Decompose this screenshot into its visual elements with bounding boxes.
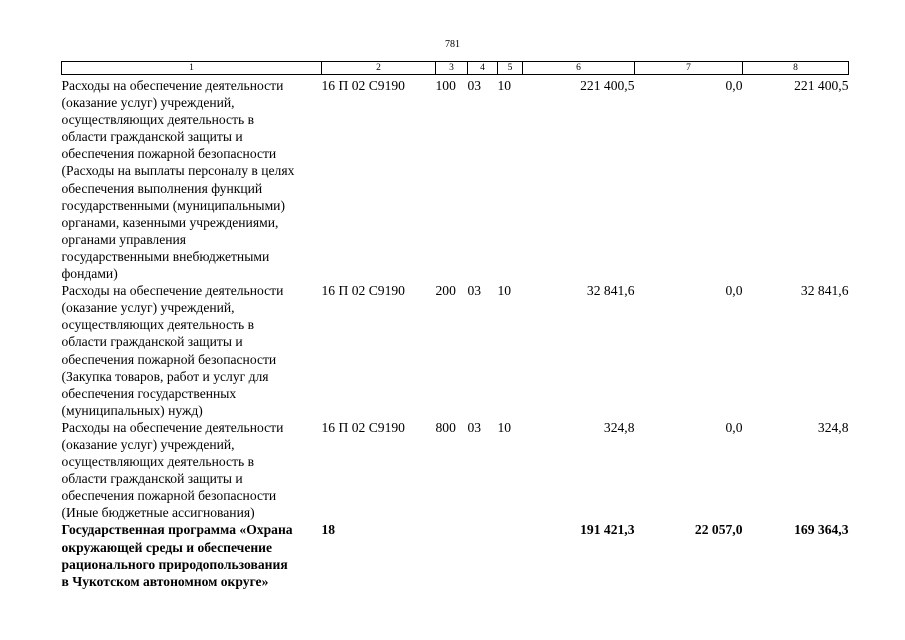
name-line: обеспечения государственных (61, 385, 237, 401)
name-line: (оказание услуг) учреждений, (61, 436, 235, 452)
row-col6-cell: 324,8 (603, 419, 635, 435)
page-number: 781 (445, 39, 460, 50)
row-rz-cell: 03 (467, 283, 482, 299)
name-line: государственными внебюджетными (61, 248, 270, 264)
row-code-cell: 16 П 02 С9190 (321, 283, 405, 299)
name-line: органами, казенными учреждениями, (61, 214, 279, 230)
table-row (62, 282, 849, 419)
budget-table (61, 61, 849, 590)
row-col8-cell: 169 364,3 (794, 522, 849, 538)
name-line: Государственная программа «Охрана (61, 522, 293, 538)
header-col-1: 1 (62, 62, 322, 75)
row-rz-cell: 03 (467, 78, 482, 93)
header-col-8: 8 (743, 62, 849, 75)
row-col6-cell: 221 400,5 (580, 78, 635, 93)
name-line: (муниципальных) нужд) (61, 402, 203, 418)
name-line: фондами) (61, 266, 118, 282)
header-col-5: 5 (498, 62, 523, 75)
name-line: области гражданской защиты и (61, 129, 243, 145)
row-vr-cell: 200 (435, 283, 456, 299)
row-code-cell: 18 (321, 522, 336, 538)
name-line: Расходы на обеспечение деятельности (61, 78, 284, 93)
row-col6-cell: 32 841,6 (586, 283, 635, 299)
row-pr-cell (498, 521, 523, 589)
name-line: обеспечения пожарной безопасности (61, 351, 277, 367)
row-col8-cell: 32 841,6 (800, 283, 849, 299)
row-vr-cell: 100 (435, 78, 456, 93)
row-rz-cell (468, 521, 498, 589)
name-line: Расходы на обеспечение деятельности (61, 283, 284, 299)
row-name-cell (62, 75, 322, 283)
row-pr-cell: 10 (497, 419, 512, 435)
name-line: (Иные бюджетные ассигнования) (61, 505, 255, 521)
row-col6-cell: 191 421,3 (580, 522, 635, 538)
row-vr-cell (436, 521, 468, 589)
row-code-cell: 16 П 02 С9190 (321, 419, 405, 435)
name-line: осуществляющих деятельность в (61, 112, 255, 128)
name-line: (оказание услуг) учреждений, (61, 95, 235, 111)
row-rz-cell: 03 (467, 419, 482, 435)
row-col8-cell: 221 400,5 (794, 78, 849, 93)
name-line: обеспечения пожарной безопасности (61, 488, 277, 504)
row-vr-cell: 800 (435, 419, 456, 435)
table-row-program-total (62, 521, 849, 589)
name-line: Расходы на обеспечение деятельности (61, 419, 284, 435)
header-col-7: 7 (635, 62, 743, 75)
header-col-3: 3 (436, 62, 468, 75)
name-line: области гражданской защиты и (61, 334, 243, 350)
name-line: в Чукотском автономном округе» (61, 573, 269, 589)
row-pr-cell: 10 (497, 78, 512, 93)
header-col-2: 2 (322, 62, 436, 75)
name-line: области гражданской защиты и (61, 471, 243, 487)
header-col-6: 6 (523, 62, 635, 75)
name-line: окружающей среды и обеспечение (61, 539, 273, 555)
name-line: (оказание услуг) учреждений, (61, 300, 235, 316)
name-line: рационального природопользования (61, 556, 288, 572)
name-line: (Закупка товаров, работ и услуг для (61, 368, 269, 384)
table-row (62, 419, 849, 522)
row-col7-cell: 0,0 (725, 419, 743, 435)
name-line: обеспечения пожарной безопасности (61, 146, 277, 162)
row-name-cell (62, 521, 322, 589)
row-name-cell (62, 282, 322, 419)
header-col-4: 4 (468, 62, 498, 75)
name-line: осуществляющих деятельность в (61, 454, 255, 470)
name-line: осуществляющих деятельность в (61, 317, 255, 333)
row-col7-cell: 0,0 (725, 283, 743, 299)
header-row (62, 62, 849, 75)
name-line: органами управления (61, 231, 187, 247)
row-pr-cell: 10 (497, 283, 512, 299)
name-line: обеспечения выполнения функций (61, 180, 263, 196)
name-line: государственными (муниципальными) (61, 197, 285, 213)
row-name-cell (62, 419, 322, 522)
row-col8-cell: 324,8 (817, 419, 849, 435)
table-row (62, 75, 849, 283)
row-col7-cell: 0,0 (725, 78, 743, 93)
name-line: (Расходы на выплаты персоналу в целях (61, 163, 295, 179)
row-code-cell: 16 П 02 С9190 (321, 78, 405, 93)
row-col7-cell: 22 057,0 (694, 522, 743, 538)
